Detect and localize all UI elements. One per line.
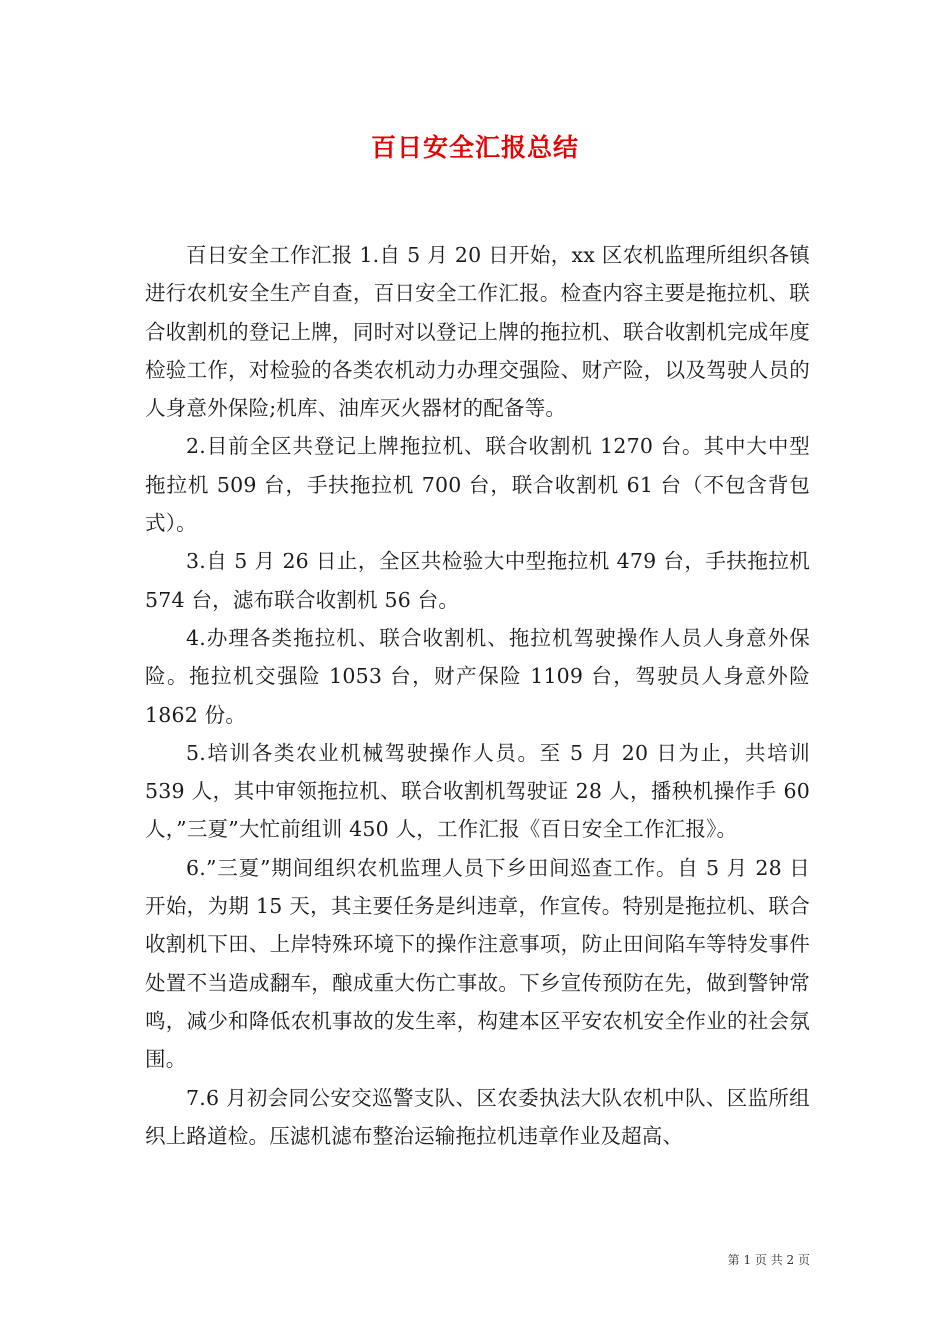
- paragraph-7: 7.6 月初会同公安交巡警支队、区农委执法大队农机中队、区监所组织上路道检。压滤机滤布整治运输拖拉机违章作业及超高、: [145, 1085, 810, 1148]
- paragraph-6: 6.”三夏”期间组织农机监理人员下乡田间巡查工作。自 5 月 28 日开始，为期 15 天，其主要任务是纠违章，作宣传。特别是拖拉机、联合收割机下田、上岸特殊环境下的操作注意事项，防止田间陷车等特发事件处置不当造成翻车，酿成重大伤亡事故。下乡宣传预防在先，做到警钟常鸣，减少和降低农机事故的发生率，构建本区平安农机安全作业的社会氛围。: [145, 855, 810, 1072]
- document-body: [145, 236, 810, 1155]
- paragraph-3: 3.自 5 月 26 日止，全区共检验大中型拖拉机 479 台，手扶拖拉机 574 台，滤布联合收割机 56 台。: [145, 549, 810, 612]
- page-number-footer: 第 1 页 共 2 页: [727, 1253, 810, 1267]
- paragraph-2: 2.目前全区共登记上牌拖拉机、联合收割机 1270 台。其中大中型拖拉机 509 台，手扶拖拉机 700 台，联合收割机 61 台（不包含背包式）。: [145, 434, 810, 536]
- paragraph-5: 5.培训各类农业机械驾驶操作人员。至 5 月 20 日为止，共培训 539 人，其中审领拖拉机、联合收割机驾驶证 28 人，播秧机操作手 60 人，”三夏”大忙前组训 450 人，工作汇报《百日安全工作汇报》。: [145, 740, 810, 842]
- paragraph-1: 百日安全工作汇报 1.自 5 月 20 日开始，xx 区农机监理所组织各镇进行农机安全生产自查，百日安全工作汇报。检查内容主要是拖拉机、联合收割机的登记上牌，同时对以登记上牌的拖拉机、联合收割机完成年度检验工作，对检验的各类农机动力办理交强险、财产险，以及驾驶人员的人身意外保险;机库、油库灭火器材的配备等。: [145, 243, 810, 421]
- paragraph-4: 4.办理各类拖拉机、联合收割机、拖拉机驾驶操作人员人身意外保险。拖拉机交强险 1053 台，财产保险 1109 台，驾驶员人身意外险 1862 份。: [145, 625, 810, 727]
- document-title: 百日安全汇报总结: [370, 133, 579, 162]
